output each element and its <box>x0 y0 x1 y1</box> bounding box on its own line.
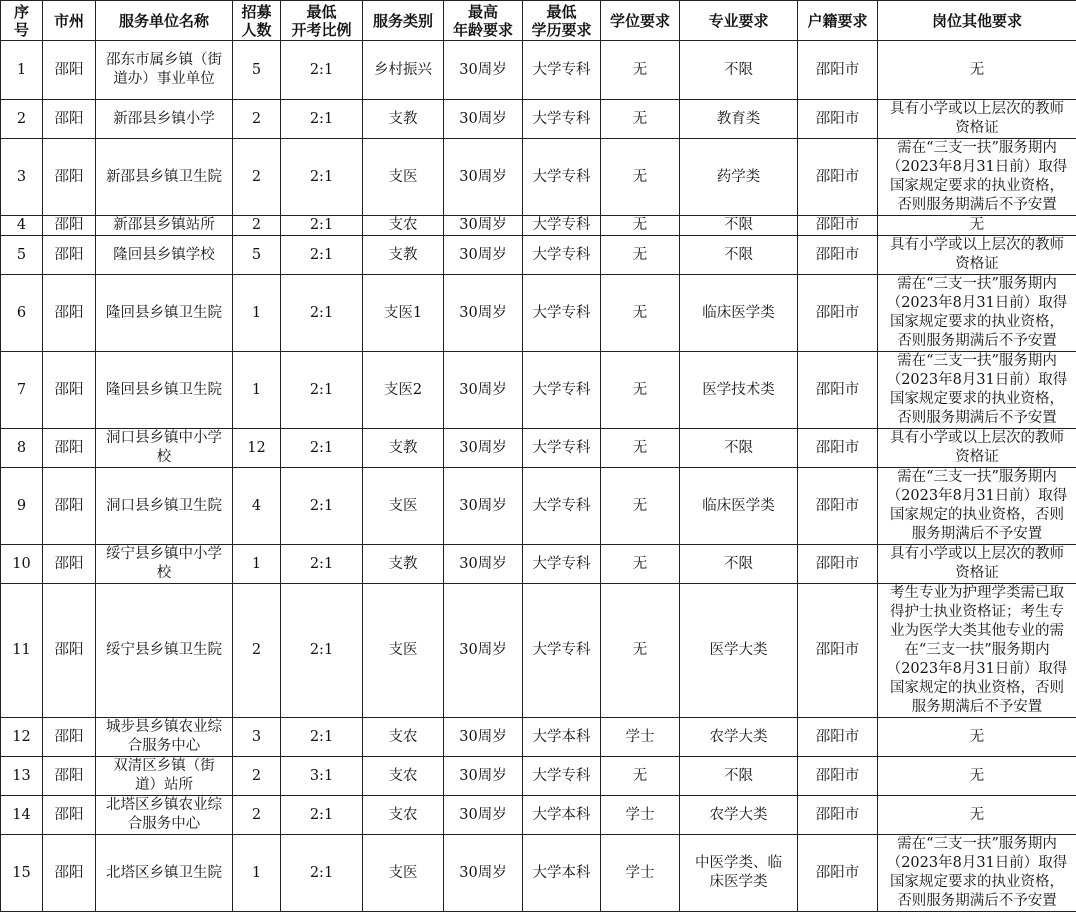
cell-exam-ratio: 2:1 <box>281 275 363 352</box>
cell-seq: 4 <box>1 216 43 236</box>
cell-headcount: 2 <box>233 100 281 139</box>
cell-unit-name: 洞口县乡镇中小学 校 <box>96 429 233 468</box>
cell-city: 邵阳 <box>43 757 96 796</box>
cell-degree: 无 <box>601 216 680 236</box>
cell-household: 邵阳市 <box>798 545 878 584</box>
table-row <box>1 545 1076 584</box>
cell-unit-name: 新邵县乡镇小学 <box>96 100 233 139</box>
cell-city: 邵阳 <box>43 584 96 718</box>
header-major: 专业要求 <box>680 1 798 41</box>
cell-household: 邵阳市 <box>798 352 878 429</box>
cell-seq: 10 <box>1 545 43 584</box>
cell-max-age: 30周岁 <box>444 352 523 429</box>
table-row <box>1 236 1076 275</box>
cell-city: 邵阳 <box>43 835 96 912</box>
cell-unit-name: 绥宁县乡镇中小学 校 <box>96 545 233 584</box>
cell-degree: 无 <box>601 757 680 796</box>
cell-major: 临床医学类 <box>680 468 798 545</box>
cell-service-type: 支医 <box>363 835 444 912</box>
header-unit-name: 服务单位名称 <box>96 1 233 41</box>
table-row <box>1 100 1076 139</box>
cell-unit-name: 城步县乡镇农业综 合服务中心 <box>96 718 233 757</box>
cell-exam-ratio: 2:1 <box>281 545 363 584</box>
cell-seq: 9 <box>1 468 43 545</box>
cell-min-education: 大学专科 <box>523 545 601 584</box>
cell-degree: 无 <box>601 468 680 545</box>
header-seq: 序 号 <box>1 1 43 41</box>
cell-other-requirements: 无 <box>878 757 1076 796</box>
cell-max-age: 30周岁 <box>444 275 523 352</box>
cell-exam-ratio: 2:1 <box>281 468 363 545</box>
cell-degree: 无 <box>601 41 680 100</box>
cell-max-age: 30周岁 <box>444 41 523 100</box>
cell-degree: 无 <box>601 139 680 216</box>
table-row <box>1 429 1076 468</box>
cell-headcount: 4 <box>233 468 281 545</box>
cell-major: 不限 <box>680 236 798 275</box>
cell-headcount: 1 <box>233 275 281 352</box>
cell-exam-ratio: 2:1 <box>281 216 363 236</box>
cell-household: 邵阳市 <box>798 41 878 100</box>
cell-household: 邵阳市 <box>798 139 878 216</box>
cell-household: 邵阳市 <box>798 275 878 352</box>
cell-service-type: 支农 <box>363 216 444 236</box>
header-other-requirements: 岗位其他要求 <box>878 1 1076 41</box>
cell-major: 教育类 <box>680 100 798 139</box>
table-row <box>1 584 1076 718</box>
header-max-age: 最高 年龄要求 <box>444 1 523 41</box>
cell-max-age: 30周岁 <box>444 545 523 584</box>
cell-city: 邵阳 <box>43 718 96 757</box>
cell-exam-ratio: 2:1 <box>281 429 363 468</box>
cell-unit-name: 绥宁县乡镇卫生院 <box>96 584 233 718</box>
cell-service-type: 支教 <box>363 100 444 139</box>
cell-seq: 14 <box>1 796 43 835</box>
cell-other-requirements: 具有小学或以上层次的教师 资格证 <box>878 545 1076 584</box>
cell-exam-ratio: 2:1 <box>281 835 363 912</box>
cell-exam-ratio: 2:1 <box>281 718 363 757</box>
cell-city: 邵阳 <box>43 468 96 545</box>
cell-unit-name: 隆回县乡镇卫生院 <box>96 275 233 352</box>
cell-min-education: 大学专科 <box>523 41 601 100</box>
cell-headcount: 12 <box>233 429 281 468</box>
cell-max-age: 30周岁 <box>444 796 523 835</box>
cell-exam-ratio: 2:1 <box>281 41 363 100</box>
cell-other-requirements: 具有小学或以上层次的教师 资格证 <box>878 236 1076 275</box>
cell-city: 邵阳 <box>43 429 96 468</box>
cell-household: 邵阳市 <box>798 718 878 757</box>
cell-seq: 1 <box>1 41 43 100</box>
cell-headcount: 2 <box>233 757 281 796</box>
cell-household: 邵阳市 <box>798 757 878 796</box>
cell-min-education: 大学专科 <box>523 236 601 275</box>
cell-unit-name: 北塔区乡镇农业综 合服务中心 <box>96 796 233 835</box>
cell-min-education: 大学专科 <box>523 429 601 468</box>
cell-other-requirements: 需在“三支一扶”服务期内 （2023年8月31日前）取得 国家规定要求的执业资格， 否则服务期满后不予安置 <box>878 352 1076 429</box>
cell-unit-name: 邵东市属乡镇（街 道办）事业单位 <box>96 41 233 100</box>
cell-headcount: 1 <box>233 545 281 584</box>
cell-household: 邵阳市 <box>798 236 878 275</box>
cell-min-education: 大学本科 <box>523 835 601 912</box>
cell-city: 邵阳 <box>43 216 96 236</box>
cell-unit-name: 新邵县乡镇卫生院 <box>96 139 233 216</box>
cell-min-education: 大学专科 <box>523 216 601 236</box>
cell-degree: 无 <box>601 236 680 275</box>
table-row <box>1 275 1076 352</box>
cell-unit-name: 隆回县乡镇学校 <box>96 236 233 275</box>
cell-min-education: 大学专科 <box>523 757 601 796</box>
cell-min-education: 大学专科 <box>523 100 601 139</box>
cell-other-requirements: 无 <box>878 41 1076 100</box>
cell-service-type: 支医 <box>363 584 444 718</box>
cell-degree: 学士 <box>601 796 680 835</box>
cell-city: 邵阳 <box>43 139 96 216</box>
cell-max-age: 30周岁 <box>444 100 523 139</box>
cell-max-age: 30周岁 <box>444 139 523 216</box>
cell-degree: 学士 <box>601 718 680 757</box>
header-min-education: 最低 学历要求 <box>523 1 601 41</box>
cell-major: 医学技术类 <box>680 352 798 429</box>
cell-seq: 12 <box>1 718 43 757</box>
cell-service-type: 乡村振兴 <box>363 41 444 100</box>
cell-city: 邵阳 <box>43 100 96 139</box>
cell-major: 不限 <box>680 757 798 796</box>
cell-major: 药学类 <box>680 139 798 216</box>
header-row <box>1 1 1076 41</box>
cell-min-education: 大学专科 <box>523 352 601 429</box>
table-row <box>1 216 1076 236</box>
table-row <box>1 835 1076 912</box>
cell-city: 邵阳 <box>43 236 96 275</box>
cell-major: 中医学类、临 床医学类 <box>680 835 798 912</box>
cell-max-age: 30周岁 <box>444 584 523 718</box>
cell-major: 医学大类 <box>680 584 798 718</box>
cell-exam-ratio: 2:1 <box>281 584 363 718</box>
cell-other-requirements: 无 <box>878 718 1076 757</box>
cell-other-requirements: 具有小学或以上层次的教师 资格证 <box>878 100 1076 139</box>
cell-other-requirements: 具有小学或以上层次的教师 资格证 <box>878 429 1076 468</box>
cell-city: 邵阳 <box>43 41 96 100</box>
cell-major: 农学大类 <box>680 796 798 835</box>
cell-household: 邵阳市 <box>798 468 878 545</box>
cell-unit-name: 北塔区乡镇卫生院 <box>96 835 233 912</box>
cell-service-type: 支医 <box>363 139 444 216</box>
cell-degree: 无 <box>601 429 680 468</box>
cell-seq: 6 <box>1 275 43 352</box>
cell-household: 邵阳市 <box>798 100 878 139</box>
cell-service-type: 支医 <box>363 468 444 545</box>
cell-headcount: 2 <box>233 216 281 236</box>
cell-seq: 15 <box>1 835 43 912</box>
cell-other-requirements: 无 <box>878 796 1076 835</box>
cell-degree: 无 <box>601 545 680 584</box>
cell-headcount: 2 <box>233 796 281 835</box>
cell-unit-name: 隆回县乡镇卫生院 <box>96 352 233 429</box>
cell-other-requirements: 无 <box>878 216 1076 236</box>
cell-headcount: 1 <box>233 352 281 429</box>
cell-exam-ratio: 2:1 <box>281 352 363 429</box>
cell-min-education: 大学本科 <box>523 796 601 835</box>
table-row <box>1 41 1076 100</box>
cell-major: 不限 <box>680 429 798 468</box>
table-row <box>1 352 1076 429</box>
table-row <box>1 139 1076 216</box>
cell-other-requirements: 需在“三支一扶”服务期内 （2023年8月31日前）取得 国家规定要求的执业资格， 否则服务期满后不予安置 <box>878 139 1076 216</box>
cell-max-age: 30周岁 <box>444 718 523 757</box>
cell-seq: 3 <box>1 139 43 216</box>
cell-headcount: 2 <box>233 584 281 718</box>
cell-min-education: 大学专科 <box>523 584 601 718</box>
cell-service-type: 支医1 <box>363 275 444 352</box>
cell-household: 邵阳市 <box>798 796 878 835</box>
cell-exam-ratio: 2:1 <box>281 100 363 139</box>
cell-headcount: 1 <box>233 835 281 912</box>
cell-service-type: 支农 <box>363 796 444 835</box>
cell-household: 邵阳市 <box>798 429 878 468</box>
cell-degree: 无 <box>601 584 680 718</box>
cell-max-age: 30周岁 <box>444 429 523 468</box>
cell-max-age: 30周岁 <box>444 468 523 545</box>
cell-major: 不限 <box>680 216 798 236</box>
cell-other-requirements: 需在“三支一扶”服务期内 （2023年8月31日前）取得 国家规定要求的执业资格， 否则服务期满后不予安置 <box>878 275 1076 352</box>
header-exam-ratio: 最低 开考比例 <box>281 1 363 41</box>
cell-unit-name: 洞口县乡镇卫生院 <box>96 468 233 545</box>
cell-household: 邵阳市 <box>798 835 878 912</box>
cell-city: 邵阳 <box>43 275 96 352</box>
cell-seq: 7 <box>1 352 43 429</box>
cell-household: 邵阳市 <box>798 584 878 718</box>
cell-seq: 11 <box>1 584 43 718</box>
cell-degree: 无 <box>601 352 680 429</box>
table-row <box>1 757 1076 796</box>
cell-seq: 8 <box>1 429 43 468</box>
cell-min-education: 大学专科 <box>523 468 601 545</box>
cell-exam-ratio: 2:1 <box>281 139 363 216</box>
table-row <box>1 468 1076 545</box>
cell-unit-name: 双清区乡镇（街 道）站所 <box>96 757 233 796</box>
cell-exam-ratio: 2:1 <box>281 236 363 275</box>
cell-max-age: 30周岁 <box>444 216 523 236</box>
cell-exam-ratio: 2:1 <box>281 796 363 835</box>
cell-other-requirements: 考生专业为护理学类需已取 得护士执业资格证；考生专 业为医学大类其他专业的需 在“三支一扶”服务期内 （2023年8月31日前）取得 国家规定的执业资格，否则 服务期满后不予安置 <box>878 584 1076 718</box>
cell-headcount: 5 <box>233 41 281 100</box>
cell-service-type: 支农 <box>363 757 444 796</box>
header-city: 市州 <box>43 1 96 41</box>
cell-min-education: 大学本科 <box>523 718 601 757</box>
header-service-type: 服务类别 <box>363 1 444 41</box>
cell-min-education: 大学专科 <box>523 139 601 216</box>
cell-headcount: 3 <box>233 718 281 757</box>
cell-city: 邵阳 <box>43 545 96 584</box>
cell-other-requirements: 需在“三支一扶”服务期内 （2023年8月31日前）取得 国家规定要求的执业资格， 否则服务期满后不予安置 <box>878 835 1076 912</box>
cell-seq: 5 <box>1 236 43 275</box>
cell-max-age: 30周岁 <box>444 757 523 796</box>
cell-headcount: 5 <box>233 236 281 275</box>
header-degree: 学位要求 <box>601 1 680 41</box>
cell-min-education: 大学专科 <box>523 275 601 352</box>
cell-major: 临床医学类 <box>680 275 798 352</box>
cell-service-type: 支农 <box>363 718 444 757</box>
cell-headcount: 2 <box>233 139 281 216</box>
cell-unit-name: 新邵县乡镇站所 <box>96 216 233 236</box>
cell-service-type: 支教 <box>363 429 444 468</box>
cell-major: 不限 <box>680 545 798 584</box>
cell-household: 邵阳市 <box>798 216 878 236</box>
table-row <box>1 718 1076 757</box>
cell-max-age: 30周岁 <box>444 835 523 912</box>
cell-exam-ratio: 3:1 <box>281 757 363 796</box>
cell-seq: 13 <box>1 757 43 796</box>
cell-degree: 学士 <box>601 835 680 912</box>
cell-service-type: 支教 <box>363 545 444 584</box>
cell-degree: 无 <box>601 100 680 139</box>
cell-other-requirements: 需在“三支一扶”服务期内 （2023年8月31日前）取得 国家规定的执业资格，否则 服务期满后不予安置 <box>878 468 1076 545</box>
cell-major: 不限 <box>680 41 798 100</box>
header-household: 户籍要求 <box>798 1 878 41</box>
header-headcount: 招募 人数 <box>233 1 281 41</box>
cell-city: 邵阳 <box>43 796 96 835</box>
cell-max-age: 30周岁 <box>444 236 523 275</box>
cell-seq: 2 <box>1 100 43 139</box>
cell-degree: 无 <box>601 275 680 352</box>
cell-service-type: 支医2 <box>363 352 444 429</box>
table-row <box>1 796 1076 835</box>
cell-service-type: 支教 <box>363 236 444 275</box>
cell-major: 农学大类 <box>680 718 798 757</box>
cell-city: 邵阳 <box>43 352 96 429</box>
